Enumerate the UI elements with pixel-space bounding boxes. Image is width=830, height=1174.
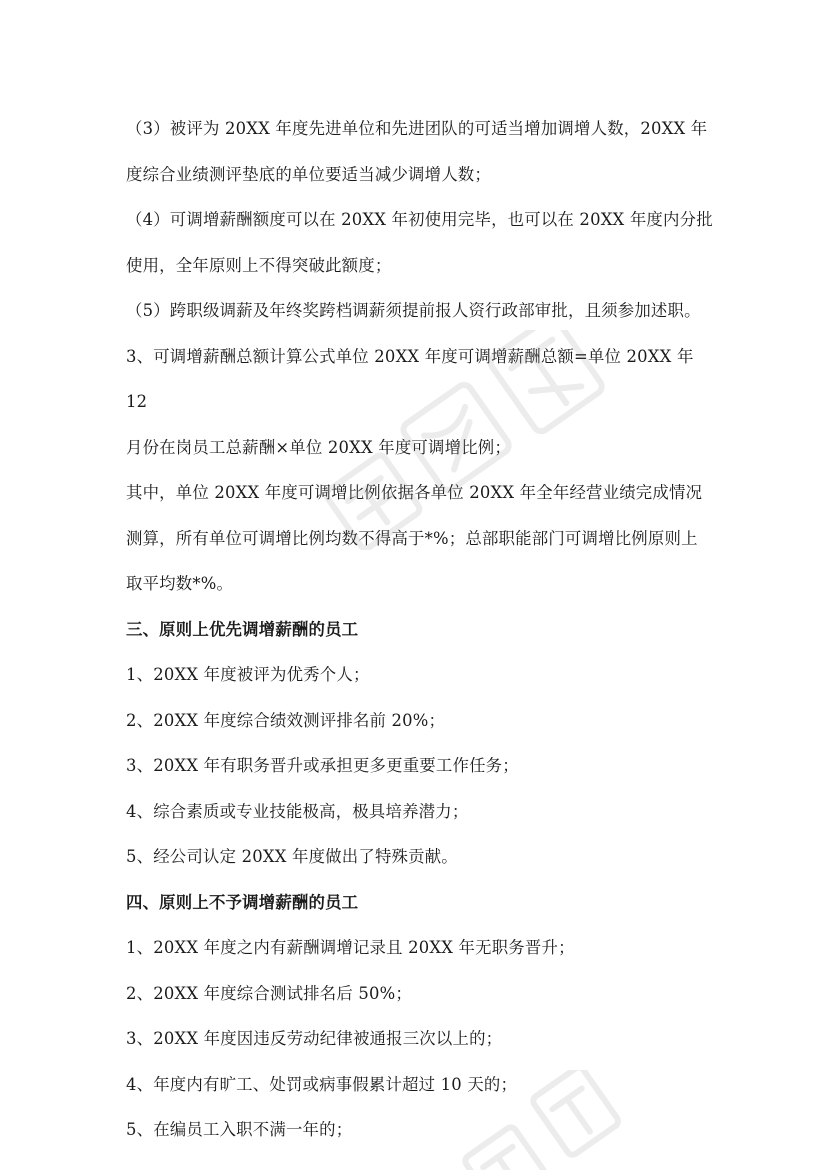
- section-heading: 三、原则上优先调增薪酬的员工: [126, 619, 359, 639]
- list-item: 2、20XX 年度综合测试排名后 50%；: [126, 983, 412, 1003]
- list-item: 5、经公司认定 20XX 年度做出了特殊贡献。: [126, 847, 458, 866]
- list-item: 1、20XX 年度被评为优秀个人；: [126, 665, 370, 684]
- text-line: 测算，所有单位可调增比例均数不得高于*%；总部职能部门可调增比例原则上: [126, 528, 698, 548]
- document-body: [126, 106, 716, 1153]
- text-line: 其中，单位 20XX 年度可调增比例依据各单位 20XX 年全年经营业绩完成情况: [126, 483, 703, 502]
- section-heading: 四、原则上不予调增薪酬的员工: [126, 892, 359, 912]
- list-item: 3、20XX 年有职务晋升或承担更多更重要工作任务；: [126, 756, 519, 775]
- list-item: 5、在编员工入职不满一年的；: [126, 1120, 353, 1139]
- list-item: 2、20XX 年度综合绩效测评排名前 20%；: [126, 710, 446, 730]
- list-item: 4、综合素质或专业技能极高，极具培养潜力；: [126, 801, 469, 821]
- text-line: （4）可调增薪酬额度可以在 20XX 年初使用完毕，也可以在 20XX 年度内分批: [126, 210, 713, 229]
- list-item: 4、年度内有旷工、处罚或病事假累计超过 10 天的；: [126, 1074, 518, 1094]
- text-line: 取平均数*%。: [126, 574, 234, 593]
- list-item: 1、20XX 年度之内有薪酬调增记录且 20XX 年无职务晋升；: [126, 938, 575, 957]
- list-item: 3、20XX 年度因违反劳动纪律被通报三次以上的；: [126, 1029, 503, 1048]
- text-line: 月份在岗员工总薪酬×单位 20XX 年度可调增比例；: [126, 437, 511, 457]
- text-line: 使用，全年原则上不得突破此额度；: [126, 255, 392, 275]
- text-line: 度综合业绩测评垫底的单位要适当减少调增人数；: [126, 164, 491, 184]
- text-line: 3、可调增薪酬总额计算公式单位 20XX 年度可调增薪酬总额=单位 20XX 年 12: [126, 346, 694, 411]
- text-line: （5）跨职级调薪及年终奖跨档调薪须提前报人资行政部审批，且须参加述职。: [126, 301, 701, 320]
- text-line: （3）被评为 20XX 年度先进单位和先进团队的可适当增加调增人数，20XX 年: [126, 119, 708, 138]
